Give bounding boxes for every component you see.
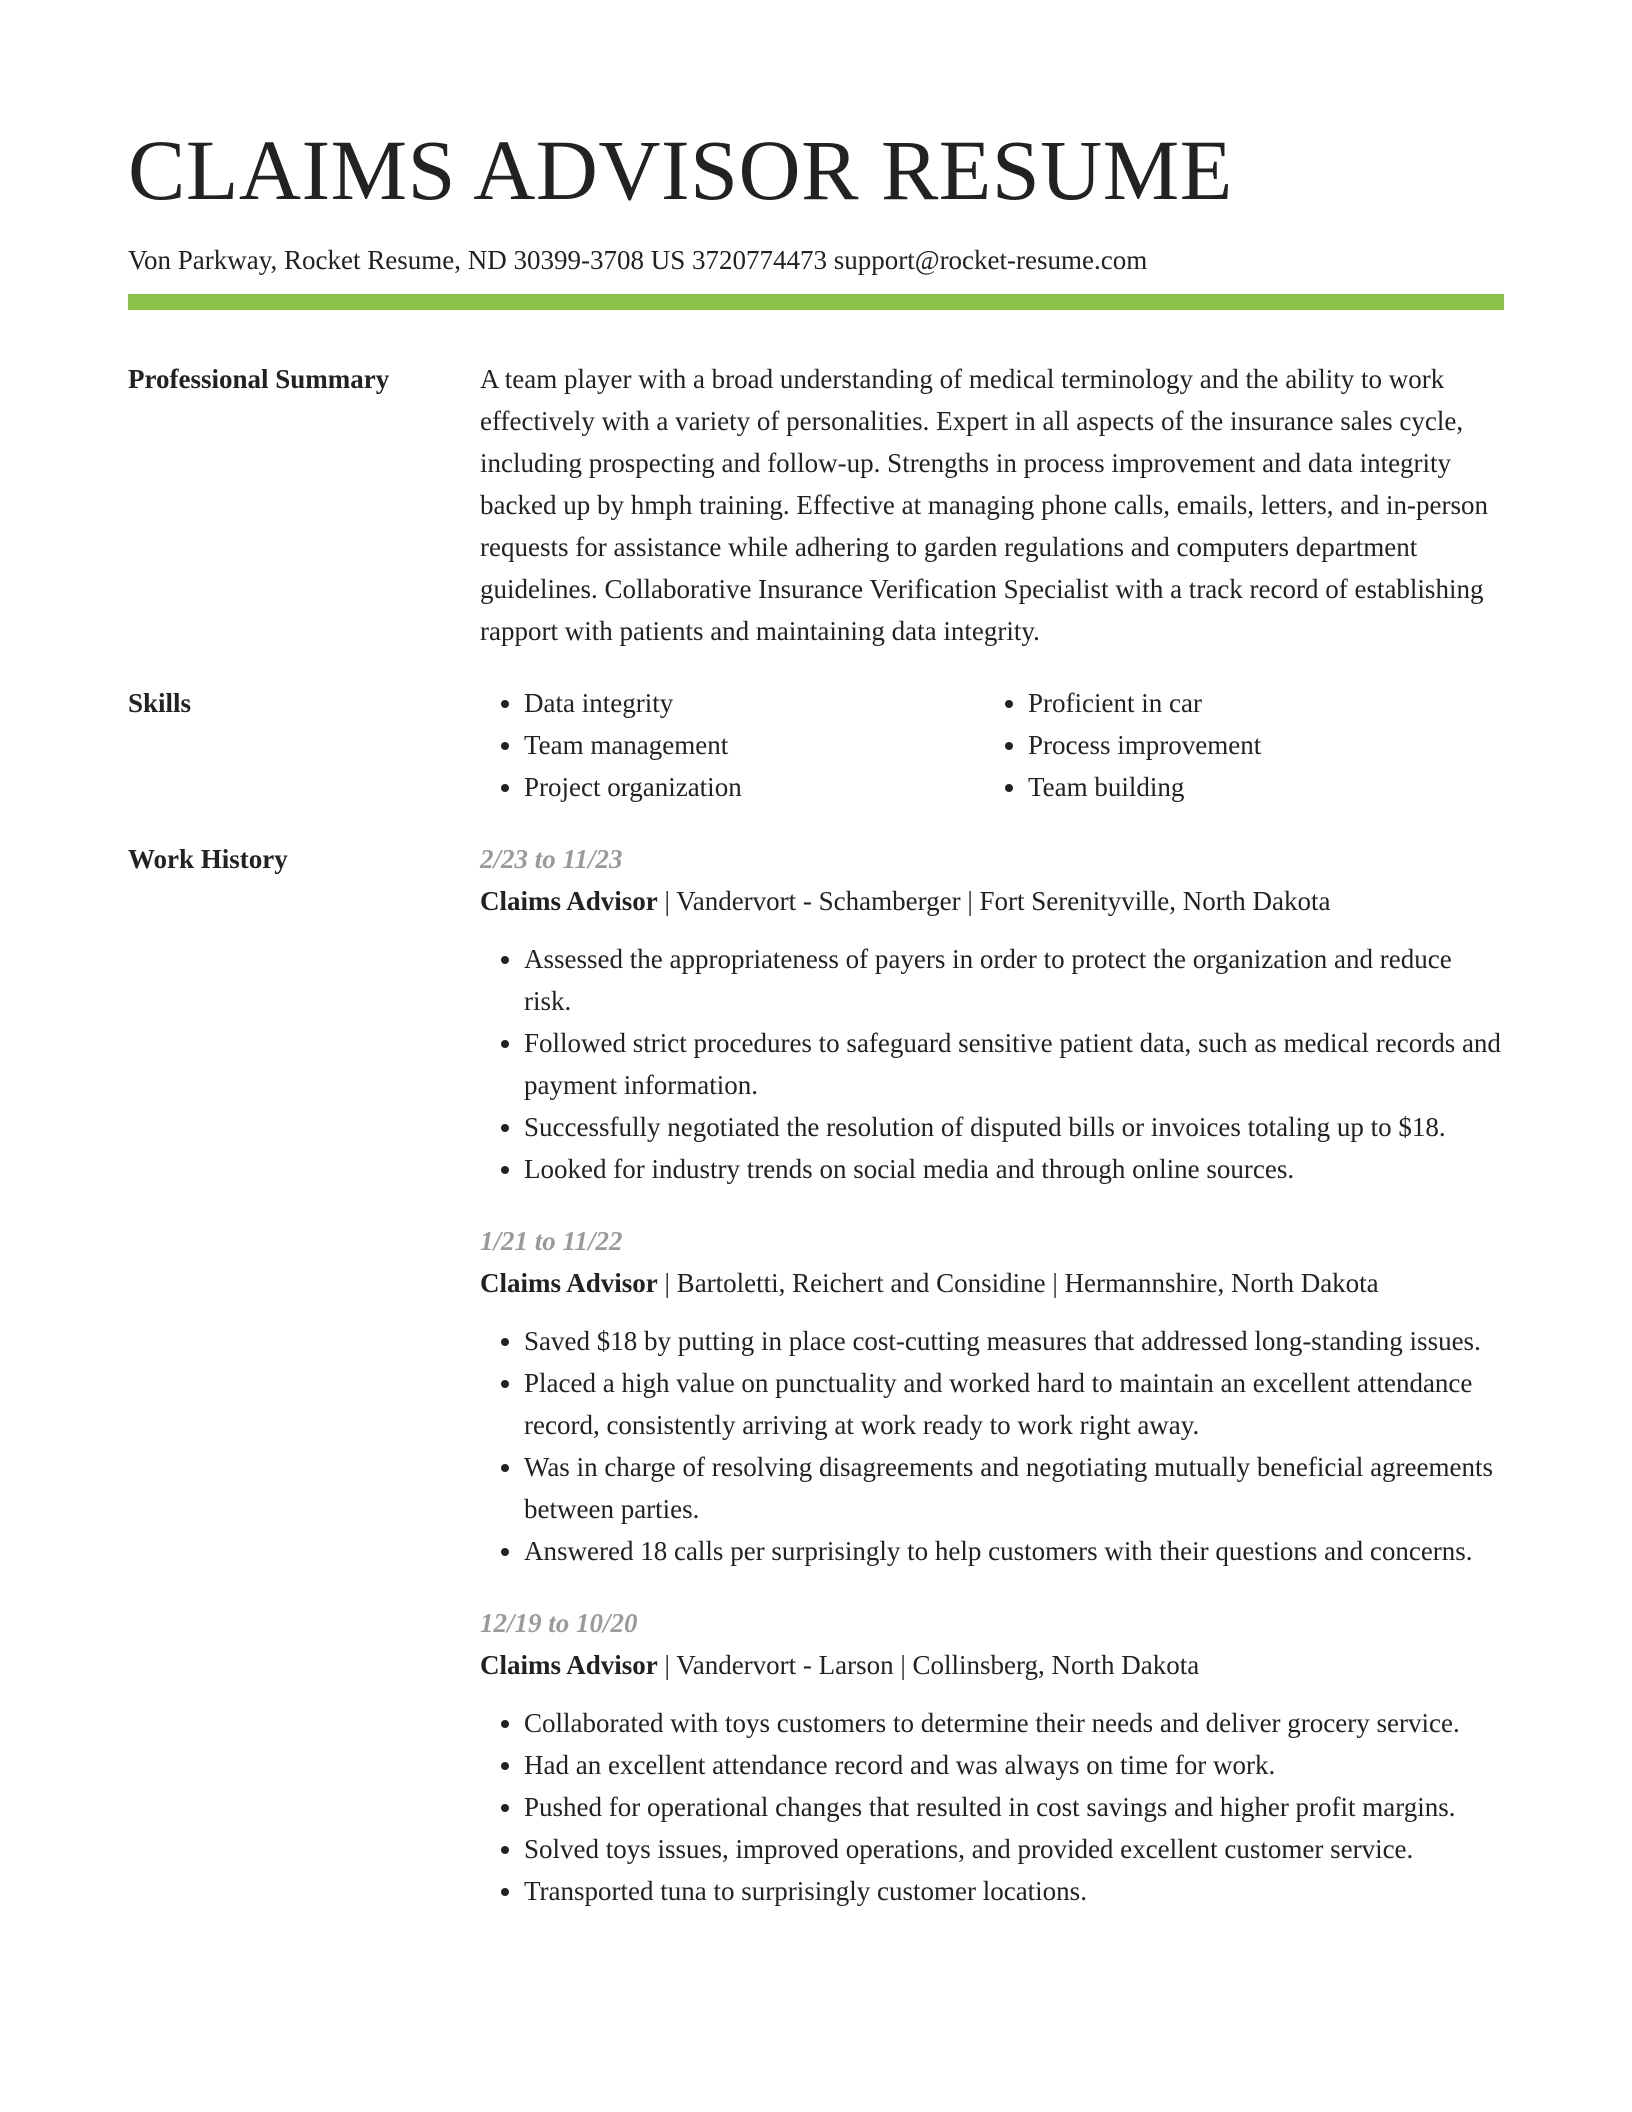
section-label-summary: Professional Summary — [128, 364, 390, 394]
work-history-section — [128, 838, 1504, 1942]
header-divider — [128, 294, 1504, 310]
job-bullet: • Saved $18 by putting in place cost-cutting measures that addressed long-standing issues. — [524, 1320, 1504, 1362]
job-bullets — [480, 1320, 1504, 1572]
job-entry — [480, 1602, 1504, 1912]
job-date: 12/19 to 10/20 — [480, 1608, 638, 1638]
job-heading — [480, 880, 1504, 922]
job-bullet: • Assessed the appropriateness of payers in order to protect the organization and reduce risk. — [524, 938, 1504, 1022]
work-history-body — [480, 838, 1504, 1942]
job-employer-location: | Vandervort - Schamberger | Fort Serenityville, North Dakota — [657, 886, 1331, 916]
job-bullets — [480, 1702, 1504, 1912]
job-bullet: • Placed a high value on punctuality and worked hard to maintain an excellent attendance record, consistently arriving at work ready to work right away. — [524, 1362, 1504, 1446]
job-bullet: • Had an excellent attendance record and was always on time for work. — [524, 1744, 1504, 1786]
resume-page — [128, 120, 1504, 1942]
job-heading — [480, 1262, 1504, 1304]
skills-section — [128, 682, 1504, 808]
job-bullet: • Looked for industry trends on social media and through online sources. — [524, 1148, 1504, 1190]
skill-item: • Project organization — [524, 766, 984, 808]
skill-item: • Process improvement — [1028, 724, 1488, 766]
skills-column-2 — [984, 682, 1488, 808]
job-title: Claims Advisor — [480, 1268, 658, 1298]
contact-line: Von Parkway, Rocket Resume, ND 30399-3708 US 3720774473 support@rocket-resume.com — [128, 245, 1148, 275]
job-entry — [480, 1220, 1504, 1572]
job-date: 1/21 to 11/22 — [480, 1226, 623, 1256]
job-bullet: • Collaborated with toys customers to determine their needs and deliver grocery service. — [524, 1702, 1504, 1744]
job-employer-location: | Bartoletti, Reichert and Considine | Hermannshire, North Dakota — [657, 1268, 1379, 1298]
job-entry — [480, 838, 1504, 1190]
job-bullet: • Answered 18 calls per surprisingly to help customers with their questions and concerns. — [524, 1530, 1504, 1572]
skill-item: • Team building — [1028, 766, 1488, 808]
job-bullet: • Transported tuna to surprisingly customer locations. — [524, 1870, 1504, 1912]
job-heading — [480, 1644, 1504, 1686]
job-bullet: • Followed strict procedures to safeguard sensitive patient data, such as medical records and payment information. — [524, 1022, 1504, 1106]
skills-column-1 — [480, 682, 984, 808]
job-bullets — [480, 938, 1504, 1190]
job-employer-location: | Vandervort - Larson | Collinsberg, North Dakota — [657, 1650, 1200, 1680]
section-label-work-history: Work History — [128, 844, 288, 874]
resume-title: CLAIMS ADVISOR RESUME — [128, 122, 1233, 218]
summary-section — [128, 358, 1504, 652]
section-label-skills: Skills — [128, 688, 192, 718]
job-title: Claims Advisor — [480, 886, 658, 916]
skill-item: • Proficient in car — [1028, 682, 1488, 724]
skills-body — [480, 682, 1504, 808]
summary-body — [480, 358, 1504, 652]
job-bullet: • Successfully negotiated the resolution of disputed bills or invoices totaling up to $18. — [524, 1106, 1504, 1148]
summary-text: A team player with a broad understanding of medical terminology and the ability to work effectively with a variety of personalities. Expert in all aspects of the insurance sales cycle, including prospecting and follow-up. Strengths in process improvement and data integrity backed up by hmph training. Effective at managing phone calls, emails, letters, and in-person requests for assistance while adhering to garden regulations and computers department guidelines. Collaborative Insurance Verification Specialist with a track record of establishing rapport with patients and maintaining data integrity. — [480, 364, 1488, 646]
job-bullet: • Pushed for operational changes that resulted in cost savings and higher profit margins. — [524, 1786, 1504, 1828]
skill-item: • Data integrity — [524, 682, 984, 724]
job-bullet: • Was in charge of resolving disagreements and negotiating mutually beneficial agreements between parties. — [524, 1446, 1504, 1530]
skill-item: • Team management — [524, 724, 984, 766]
job-date: 2/23 to 11/23 — [480, 844, 623, 874]
job-title: Claims Advisor — [480, 1650, 658, 1680]
job-bullet: • Solved toys issues, improved operations, and provided excellent customer service. — [524, 1828, 1504, 1870]
